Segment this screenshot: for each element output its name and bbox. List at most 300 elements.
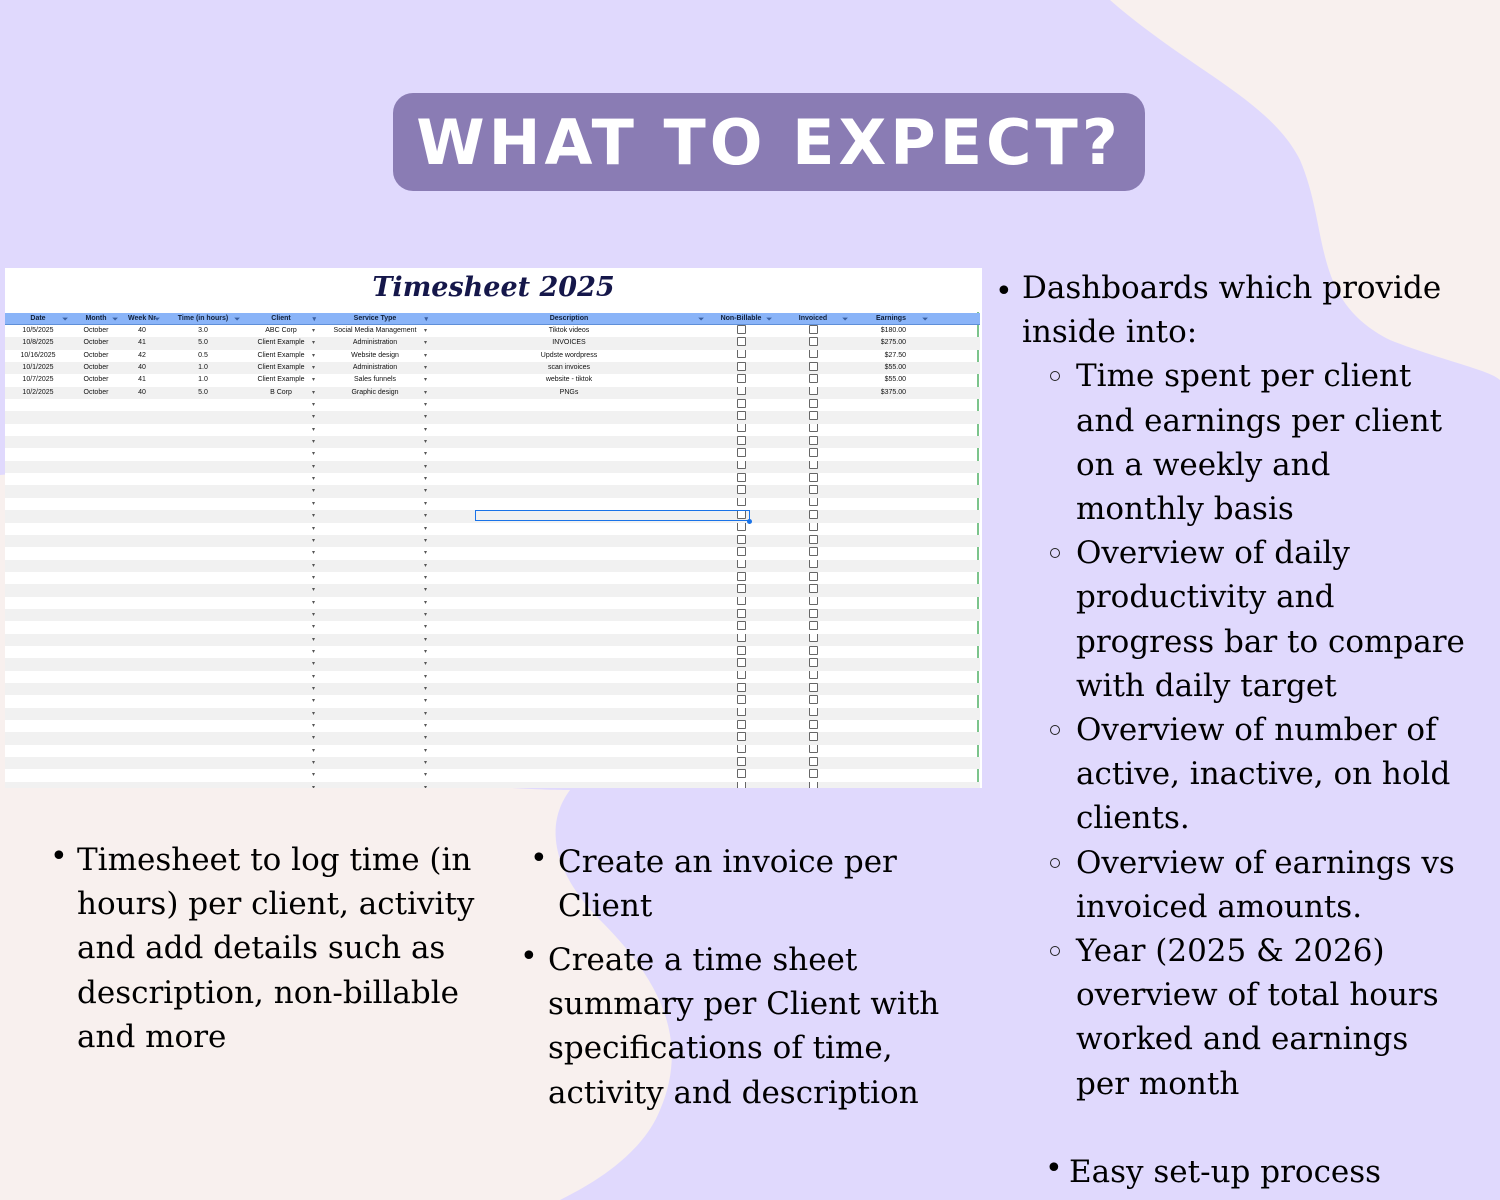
dropdown-arrow-icon[interactable]: ▾ <box>423 328 427 334</box>
table-cell[interactable] <box>707 782 775 788</box>
table-cell[interactable] <box>243 510 319 522</box>
dropdown-arrow-icon[interactable]: ▾ <box>311 636 315 643</box>
table-cell[interactable]: October <box>83 388 109 396</box>
table-cell[interactable] <box>707 362 775 374</box>
table-cell[interactable] <box>707 757 775 769</box>
table-cell[interactable]: $55.00 <box>884 376 906 384</box>
table-cell[interactable] <box>163 769 243 781</box>
dropdown-arrow-icon[interactable]: ▾ <box>423 624 427 631</box>
table-cell[interactable] <box>121 584 163 596</box>
table-cell[interactable] <box>775 584 851 596</box>
table-cell[interactable] <box>775 671 851 683</box>
filter-icon[interactable]: ⏷ <box>234 316 240 323</box>
table-cell[interactable] <box>707 473 775 485</box>
checkbox-icon[interactable] <box>737 448 746 457</box>
table-cell[interactable] <box>163 782 243 788</box>
table-cell[interactable]: 5.0 <box>198 388 208 396</box>
table-cell[interactable] <box>243 732 319 744</box>
table-cell[interactable] <box>319 720 431 732</box>
table-cell[interactable] <box>71 769 121 781</box>
filter-icon[interactable]: ▾ <box>312 316 316 323</box>
dropdown-arrow-icon[interactable]: ▾ <box>423 772 427 779</box>
checkbox-icon[interactable] <box>809 572 818 581</box>
checkbox-icon[interactable] <box>809 448 818 457</box>
table-cell[interactable] <box>431 708 707 720</box>
dropdown-arrow-icon[interactable]: ▾ <box>423 747 427 754</box>
filter-icon[interactable]: ▾ <box>424 316 428 323</box>
table-cell[interactable] <box>121 769 163 781</box>
table-cell[interactable] <box>5 485 71 497</box>
table-cell[interactable] <box>431 473 707 485</box>
dropdown-arrow-icon[interactable]: ▾ <box>423 352 427 359</box>
table-cell[interactable] <box>707 436 775 448</box>
checkbox-icon[interactable] <box>809 621 818 630</box>
table-cell[interactable]: 1.0 <box>198 376 208 384</box>
table-cell[interactable] <box>775 547 851 559</box>
table-cell[interactable] <box>71 448 121 460</box>
table-cell[interactable] <box>319 461 431 473</box>
table-cell[interactable] <box>319 424 431 436</box>
table-cell[interactable] <box>71 621 121 633</box>
dropdown-arrow-icon[interactable]: ▾ <box>311 550 315 557</box>
table-cell[interactable]: 42 <box>138 351 146 359</box>
table-cell[interactable] <box>121 510 163 522</box>
table-cell[interactable] <box>121 535 163 547</box>
table-cell[interactable]: PNGs <box>559 388 579 396</box>
checkbox-icon[interactable] <box>737 572 746 581</box>
table-cell[interactable] <box>163 461 243 473</box>
table-cell[interactable] <box>121 609 163 621</box>
table-cell[interactable] <box>319 584 431 596</box>
table-cell[interactable] <box>121 547 163 559</box>
table-cell[interactable] <box>707 720 775 732</box>
table-cell[interactable] <box>431 782 707 788</box>
table-cell[interactable] <box>775 461 851 473</box>
table-cell[interactable] <box>319 695 431 707</box>
dropdown-arrow-icon[interactable]: ▾ <box>311 463 315 470</box>
dropdown-arrow-icon[interactable]: ▾ <box>423 784 427 788</box>
table-cell[interactable] <box>775 646 851 658</box>
table-cell[interactable] <box>163 498 243 510</box>
dropdown-arrow-icon[interactable]: ▾ <box>311 513 315 520</box>
checkbox-icon[interactable] <box>809 424 818 433</box>
table-cell[interactable] <box>243 745 319 757</box>
table-cell[interactable]: Client Example ▾ <box>243 374 319 386</box>
table-cell[interactable]: October <box>83 339 109 347</box>
dropdown-arrow-icon[interactable]: ▾ <box>423 537 427 544</box>
table-cell[interactable] <box>5 671 71 683</box>
table-cell[interactable] <box>5 436 71 448</box>
dropdown-arrow-icon[interactable]: ▾ <box>311 599 315 606</box>
table-cell[interactable]: 40 <box>138 388 146 396</box>
table-cell[interactable] <box>163 448 243 460</box>
table-cell[interactable] <box>163 510 243 522</box>
table-cell[interactable] <box>71 634 121 646</box>
table-cell[interactable] <box>851 621 931 633</box>
checkbox-icon[interactable] <box>737 757 746 766</box>
table-cell[interactable] <box>851 769 931 781</box>
checkbox-icon[interactable] <box>737 473 746 482</box>
table-cell[interactable] <box>707 399 775 411</box>
dropdown-arrow-icon[interactable]: ▾ <box>423 439 427 446</box>
table-cell[interactable]: 10/1/2025 <box>22 364 54 372</box>
table-cell[interactable] <box>851 720 931 732</box>
table-cell[interactable]: 10/8/2025 <box>22 339 54 347</box>
table-cell[interactable] <box>5 708 71 720</box>
table-cell[interactable] <box>121 436 163 448</box>
table-cell[interactable] <box>5 547 71 559</box>
table-cell[interactable] <box>71 436 121 448</box>
table-cell[interactable] <box>163 634 243 646</box>
dropdown-arrow-icon[interactable]: ▾ <box>311 698 315 705</box>
table-cell[interactable] <box>707 708 775 720</box>
table-cell[interactable] <box>431 732 707 744</box>
table-cell[interactable] <box>243 646 319 658</box>
table-cell[interactable] <box>319 757 431 769</box>
table-cell[interactable] <box>243 782 319 788</box>
checkbox-icon[interactable] <box>809 350 818 359</box>
dropdown-arrow-icon[interactable]: ▾ <box>311 500 315 507</box>
checkbox-icon[interactable] <box>809 671 818 680</box>
checkbox-icon[interactable] <box>809 695 818 704</box>
dropdown-arrow-icon[interactable]: ▾ <box>423 648 427 655</box>
table-cell[interactable]: B Corp ▾ <box>243 387 319 399</box>
column-header[interactable] <box>121 313 163 324</box>
dropdown-arrow-icon[interactable]: ▾ <box>311 747 315 754</box>
table-cell[interactable] <box>5 646 71 658</box>
table-cell[interactable] <box>431 535 707 547</box>
table-cell[interactable]: $275.00 <box>880 339 906 347</box>
table-cell[interactable] <box>163 535 243 547</box>
table-cell[interactable] <box>851 683 931 695</box>
checkbox-icon[interactable] <box>737 597 746 606</box>
table-cell[interactable] <box>431 461 707 473</box>
table-cell[interactable] <box>121 411 163 423</box>
table-cell[interactable] <box>163 399 243 411</box>
table-cell[interactable] <box>851 473 931 485</box>
table-cell[interactable] <box>775 350 851 362</box>
checkbox-icon[interactable] <box>809 461 818 470</box>
table-cell[interactable] <box>431 498 707 510</box>
table-cell[interactable] <box>71 708 121 720</box>
table-cell[interactable] <box>775 510 851 522</box>
table-cell[interactable] <box>121 572 163 584</box>
dropdown-arrow-icon[interactable]: ▾ <box>423 611 427 618</box>
table-cell[interactable] <box>851 523 931 535</box>
column-header[interactable] <box>775 313 851 324</box>
checkbox-icon[interactable] <box>737 535 746 544</box>
table-cell[interactable] <box>319 597 431 609</box>
table-cell[interactable] <box>707 337 775 349</box>
dropdown-arrow-icon[interactable]: ▾ <box>311 525 315 532</box>
table-cell[interactable] <box>163 473 243 485</box>
table-cell[interactable] <box>121 523 163 535</box>
dropdown-arrow-icon[interactable]: ▾ <box>423 710 427 717</box>
table-cell[interactable] <box>163 597 243 609</box>
dropdown-arrow-icon[interactable]: ▾ <box>423 426 427 433</box>
checkbox-icon[interactable] <box>737 769 746 778</box>
table-cell[interactable] <box>243 424 319 436</box>
table-cell[interactable] <box>707 485 775 497</box>
checkbox-icon[interactable] <box>737 658 746 667</box>
table-cell[interactable] <box>5 510 71 522</box>
table-cell[interactable] <box>851 448 931 460</box>
checkbox-icon[interactable] <box>737 671 746 680</box>
checkbox-icon[interactable] <box>809 584 818 593</box>
table-cell[interactable]: October <box>83 364 109 372</box>
table-cell[interactable]: Social Media Management ▾ <box>319 325 431 337</box>
table-cell[interactable] <box>163 523 243 535</box>
table-cell[interactable] <box>5 720 71 732</box>
table-cell[interactable] <box>707 658 775 670</box>
dropdown-arrow-icon[interactable]: ▾ <box>311 476 315 483</box>
table-cell[interactable] <box>707 621 775 633</box>
checkbox-icon[interactable] <box>737 387 746 396</box>
table-cell[interactable] <box>775 325 851 337</box>
table-cell[interactable] <box>851 424 931 436</box>
table-cell[interactable] <box>707 448 775 460</box>
table-cell[interactable] <box>121 473 163 485</box>
table-cell[interactable] <box>71 720 121 732</box>
table-cell[interactable] <box>775 473 851 485</box>
table-cell[interactable]: Client Example ▾ <box>243 362 319 374</box>
table-cell[interactable] <box>71 757 121 769</box>
dropdown-arrow-icon[interactable]: ▾ <box>423 574 427 581</box>
table-cell[interactable] <box>775 523 851 535</box>
checkbox-icon[interactable] <box>737 732 746 741</box>
table-cell[interactable] <box>851 411 931 423</box>
table-cell[interactable] <box>243 448 319 460</box>
checkbox-icon[interactable] <box>809 757 818 766</box>
table-cell[interactable] <box>243 658 319 670</box>
checkbox-icon[interactable] <box>737 523 746 532</box>
table-cell[interactable] <box>707 732 775 744</box>
table-cell[interactable] <box>71 461 121 473</box>
table-cell[interactable] <box>319 683 431 695</box>
checkbox-icon[interactable] <box>737 399 746 408</box>
table-cell[interactable] <box>707 646 775 658</box>
table-cell[interactable] <box>5 782 71 788</box>
dropdown-arrow-icon[interactable]: ▾ <box>311 488 315 495</box>
table-cell[interactable] <box>775 683 851 695</box>
table-cell[interactable] <box>243 498 319 510</box>
table-cell[interactable] <box>5 597 71 609</box>
table-cell[interactable] <box>121 424 163 436</box>
dropdown-arrow-icon[interactable]: ▾ <box>311 587 315 594</box>
checkbox-icon[interactable] <box>809 485 818 494</box>
checkbox-icon[interactable] <box>809 683 818 692</box>
table-cell[interactable] <box>431 720 707 732</box>
table-cell[interactable] <box>707 609 775 621</box>
dropdown-arrow-icon[interactable]: ▾ <box>423 661 427 668</box>
checkbox-icon[interactable] <box>737 695 746 704</box>
table-cell[interactable] <box>775 621 851 633</box>
table-cell[interactable] <box>431 523 707 535</box>
table-cell[interactable] <box>5 448 71 460</box>
table-cell[interactable] <box>707 374 775 386</box>
table-cell[interactable] <box>5 732 71 744</box>
table-cell[interactable] <box>243 609 319 621</box>
table-cell[interactable] <box>5 523 71 535</box>
dropdown-arrow-icon[interactable]: ▾ <box>311 451 315 458</box>
dropdown-arrow-icon[interactable]: ▾ <box>311 365 315 372</box>
table-cell[interactable] <box>243 671 319 683</box>
table-cell[interactable] <box>707 572 775 584</box>
dropdown-arrow-icon[interactable]: ▾ <box>311 389 315 396</box>
table-cell[interactable] <box>707 350 775 362</box>
dropdown-arrow-icon[interactable]: ▾ <box>423 587 427 594</box>
table-cell[interactable] <box>319 498 431 510</box>
table-cell[interactable] <box>319 535 431 547</box>
table-cell[interactable] <box>163 695 243 707</box>
dropdown-arrow-icon[interactable]: ▾ <box>423 673 427 680</box>
table-cell[interactable] <box>243 473 319 485</box>
table-cell[interactable] <box>71 523 121 535</box>
table-cell[interactable] <box>319 646 431 658</box>
table-cell[interactable] <box>431 634 707 646</box>
table-cell[interactable] <box>121 720 163 732</box>
table-cell[interactable] <box>707 745 775 757</box>
table-cell[interactable] <box>243 547 319 559</box>
table-cell[interactable] <box>71 560 121 572</box>
table-cell[interactable] <box>71 510 121 522</box>
checkbox-icon[interactable] <box>809 782 818 788</box>
column-header[interactable] <box>319 313 431 324</box>
table-cell[interactable] <box>431 485 707 497</box>
dropdown-arrow-icon[interactable]: ▾ <box>423 723 427 729</box>
table-cell[interactable] <box>71 473 121 485</box>
table-cell[interactable] <box>851 547 931 559</box>
table-cell[interactable] <box>71 411 121 423</box>
table-cell[interactable] <box>431 436 707 448</box>
table-cell[interactable] <box>851 745 931 757</box>
column-header[interactable] <box>243 313 319 324</box>
dropdown-arrow-icon[interactable]: ▾ <box>423 500 427 507</box>
table-cell[interactable] <box>71 572 121 584</box>
checkbox-icon[interactable] <box>809 732 818 741</box>
table-cell[interactable] <box>431 572 707 584</box>
table-cell[interactable] <box>707 411 775 423</box>
table-cell[interactable] <box>431 757 707 769</box>
table-cell[interactable] <box>319 732 431 744</box>
table-cell[interactable] <box>775 374 851 386</box>
table-cell[interactable] <box>243 597 319 609</box>
checkbox-icon[interactable] <box>737 745 746 754</box>
table-cell[interactable]: scan invoices <box>547 364 591 372</box>
table-cell[interactable] <box>775 597 851 609</box>
table-cell[interactable] <box>707 695 775 707</box>
table-cell[interactable]: October <box>83 327 109 334</box>
dropdown-arrow-icon[interactable]: ▾ <box>311 760 315 767</box>
checkbox-icon[interactable] <box>809 634 818 643</box>
checkbox-icon[interactable] <box>809 597 818 606</box>
table-cell[interactable] <box>5 584 71 596</box>
dropdown-arrow-icon[interactable]: ▾ <box>311 661 315 668</box>
dropdown-arrow-icon[interactable]: ▾ <box>311 710 315 717</box>
filter-icon[interactable]: ⏷ <box>698 316 704 323</box>
table-cell[interactable] <box>319 399 431 411</box>
table-cell[interactable] <box>121 708 163 720</box>
table-cell[interactable] <box>121 658 163 670</box>
table-cell[interactable] <box>431 646 707 658</box>
table-cell[interactable] <box>319 609 431 621</box>
table-cell[interactable] <box>851 732 931 744</box>
table-cell[interactable] <box>319 769 431 781</box>
table-cell[interactable] <box>5 498 71 510</box>
table-cell[interactable] <box>431 411 707 423</box>
dropdown-arrow-icon[interactable]: ▾ <box>311 340 315 347</box>
column-header[interactable] <box>163 313 243 324</box>
table-cell[interactable]: Graphic design ▾ <box>319 387 431 399</box>
table-cell[interactable] <box>775 572 851 584</box>
checkbox-icon[interactable] <box>737 634 746 643</box>
column-header[interactable] <box>851 313 931 324</box>
dropdown-arrow-icon[interactable]: ▾ <box>311 352 315 359</box>
table-cell[interactable] <box>5 634 71 646</box>
checkbox-icon[interactable] <box>737 325 746 334</box>
table-cell[interactable] <box>707 498 775 510</box>
table-cell[interactable] <box>775 411 851 423</box>
table-cell[interactable] <box>775 560 851 572</box>
table-cell[interactable] <box>707 547 775 559</box>
table-cell[interactable] <box>431 671 707 683</box>
table-cell[interactable] <box>243 399 319 411</box>
table-cell[interactable] <box>163 683 243 695</box>
table-cell[interactable] <box>243 560 319 572</box>
table-cell[interactable] <box>121 485 163 497</box>
table-cell[interactable] <box>71 584 121 596</box>
checkbox-icon[interactable] <box>809 547 818 556</box>
table-cell[interactable] <box>431 658 707 670</box>
table-cell[interactable] <box>851 535 931 547</box>
table-cell[interactable]: 5.0 <box>198 339 208 347</box>
table-cell[interactable] <box>319 708 431 720</box>
table-cell[interactable] <box>775 399 851 411</box>
dropdown-arrow-icon[interactable]: ▾ <box>311 414 315 421</box>
table-cell[interactable] <box>5 473 71 485</box>
table-cell[interactable] <box>851 757 931 769</box>
table-cell[interactable]: 40 <box>138 327 146 334</box>
column-header[interactable] <box>5 313 71 324</box>
checkbox-icon[interactable] <box>809 337 818 346</box>
table-cell[interactable] <box>851 634 931 646</box>
dropdown-arrow-icon[interactable]: ▾ <box>423 451 427 458</box>
dropdown-arrow-icon[interactable]: ▾ <box>423 685 427 692</box>
table-cell[interactable]: 10/16/2025 <box>20 351 56 359</box>
checkbox-icon[interactable] <box>737 782 746 788</box>
table-cell[interactable] <box>431 745 707 757</box>
table-cell[interactable] <box>71 498 121 510</box>
table-cell[interactable] <box>71 671 121 683</box>
column-header[interactable] <box>431 313 707 324</box>
table-cell[interactable] <box>121 560 163 572</box>
table-cell[interactable]: 3.0 <box>198 327 208 334</box>
table-cell[interactable] <box>707 461 775 473</box>
selection-handle[interactable] <box>747 519 752 524</box>
table-cell[interactable] <box>431 560 707 572</box>
dropdown-arrow-icon[interactable]: ▾ <box>423 599 427 606</box>
table-cell[interactable] <box>243 757 319 769</box>
checkbox-icon[interactable] <box>809 658 818 667</box>
checkbox-icon[interactable] <box>809 374 818 383</box>
table-cell[interactable] <box>5 621 71 633</box>
table-cell[interactable] <box>707 671 775 683</box>
dropdown-arrow-icon[interactable]: ▾ <box>423 389 427 396</box>
table-cell[interactable] <box>851 436 931 448</box>
table-cell[interactable] <box>319 560 431 572</box>
table-cell[interactable] <box>71 399 121 411</box>
table-cell[interactable] <box>121 646 163 658</box>
